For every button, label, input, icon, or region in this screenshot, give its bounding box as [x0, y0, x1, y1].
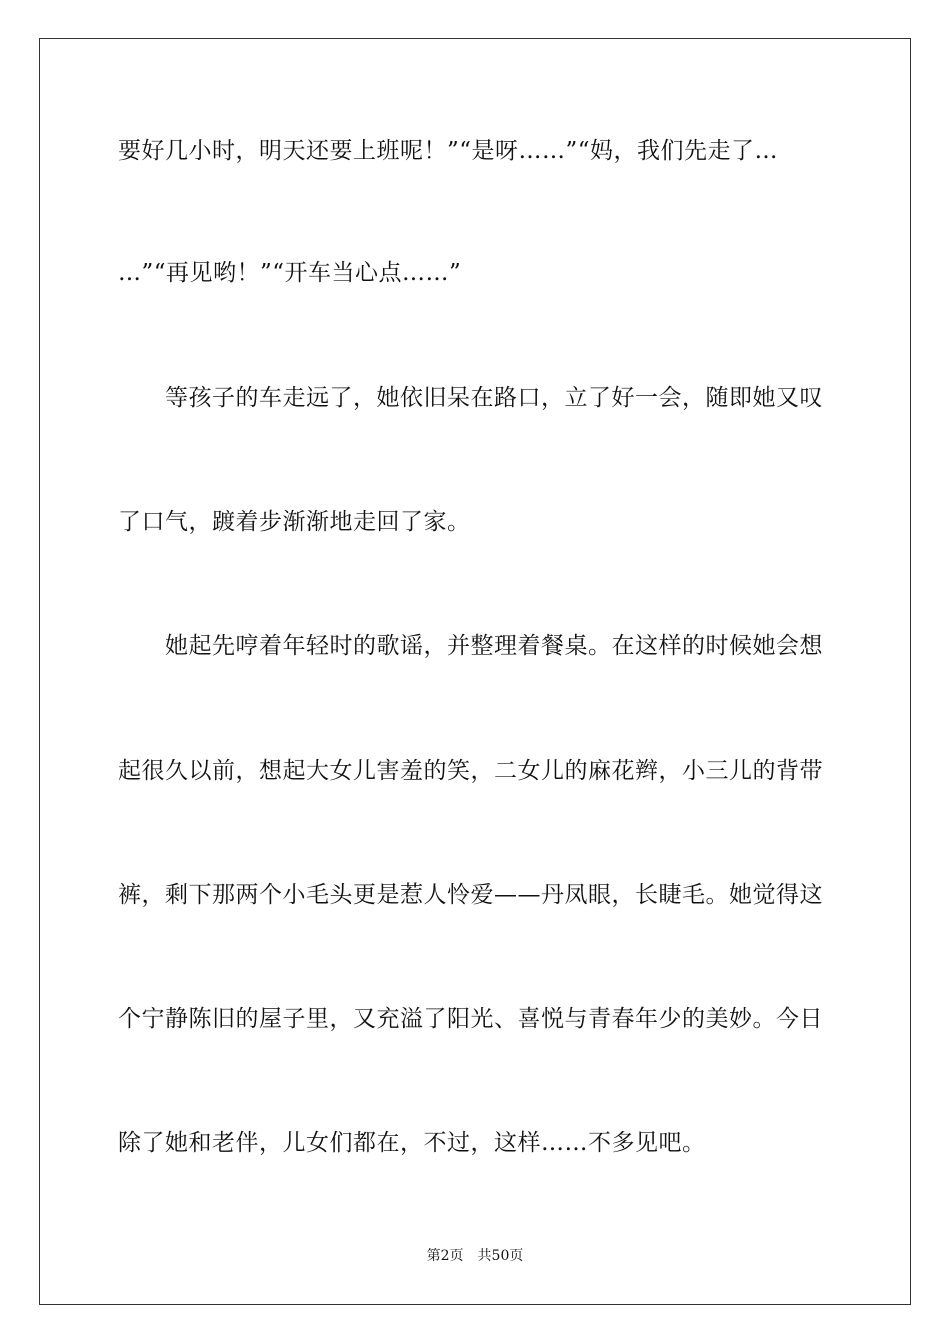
- page-number-footer: 第2页 共50页: [426, 1248, 524, 1264]
- text-line: 等孩子的车走远了，她依旧呆在路口，立了好一会，随即她又叹: [118, 385, 823, 411]
- text-line: …”“再见哟！”“开车当心点……”: [118, 260, 462, 286]
- text-line: 裤，剩下那两个小毛头更是惹人怜爱——丹凤眼，长睫毛。她觉得这: [118, 882, 823, 908]
- text-line: 个宁静陈旧的屋子里，又充溢了阳光、喜悦与青春年少的美妙。今日: [118, 1006, 823, 1032]
- text-line: 了口气，踱着步渐渐地走回了家。: [118, 509, 471, 535]
- text-line: 要好几小时，明天还要上班呢！”“是呀……”“妈，我们先走了…: [118, 138, 779, 164]
- page-border: [39, 38, 911, 1305]
- text-line: 起很久以前，想起大女儿害羞的笑，二女儿的麻花辫，小三儿的背带: [118, 758, 823, 784]
- text-line: 除了她和老伴，儿女们都在，不过，这样……不多见吧。: [118, 1130, 706, 1156]
- text-line: 她起先哼着年轻时的歌谣，并整理着餐桌。在这样的时候她会想: [118, 633, 823, 659]
